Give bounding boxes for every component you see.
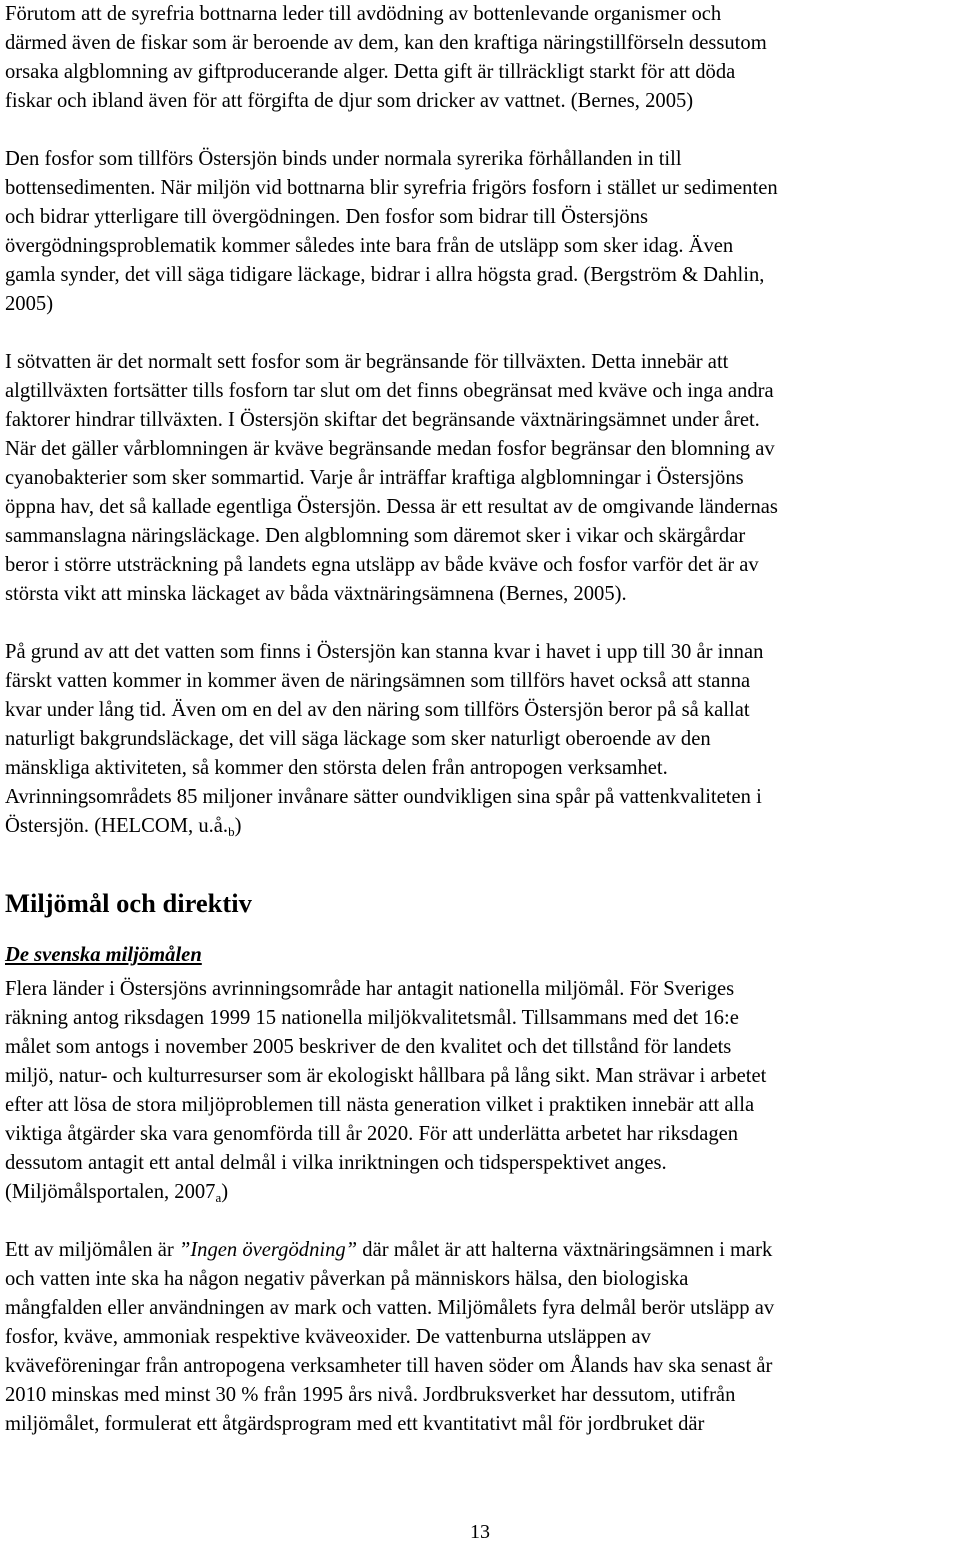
text-line: faktorer hindrar tillväxten. I Östersjön skiftar det begränsande växtnäringsämnet under året. xyxy=(5,409,760,431)
paragraph-gap xyxy=(5,609,955,638)
document-page xyxy=(5,0,955,1439)
text-line: beror i större utsträckning på landets egna utsläpp av både kväve och fosfor varför det är av xyxy=(5,554,759,576)
text-line xyxy=(5,1178,955,1207)
paragraph-3 xyxy=(5,348,955,609)
text-line: dessutom antagit ett antal delmål i vilka inriktningen och tidsperspektivet anges. xyxy=(5,1152,667,1174)
text-line: färskt vatten kommer in kommer även de näringsämnen som tillförs havet också att stanna xyxy=(5,670,751,692)
text-line: Den fosfor som tillförs Östersjön binds under normala syrerika förhållanden in till xyxy=(5,148,682,170)
text-line: naturligt bakgrundsläckage, det vill säga läckage som sker naturligt oberoende av den xyxy=(5,728,711,750)
page-number: 13 xyxy=(470,1521,490,1543)
text-line: På grund av att det vatten som finns i Östersjön kan stanna kvar i havet i upp till 30 år innan xyxy=(5,641,764,663)
paragraph-5 xyxy=(5,975,955,1207)
text-line: algtillväxten fortsätter tills fosforn tar slut om det finns obegränsat med kväve och inga andra xyxy=(5,380,774,402)
text-line xyxy=(5,1236,955,1265)
citation-subscript: b xyxy=(228,824,235,839)
text-line: och vatten inte ska ha någon negativ påverkan på människors hälsa, den biologiska xyxy=(5,1268,689,1290)
text-line: räkning antog riksdagen 1999 15 nationella miljökvalitetsmål. Tillsammans med det 16:e xyxy=(5,1007,739,1029)
citation-close: ) xyxy=(221,1181,229,1203)
section-heading: Miljömål och direktiv xyxy=(5,888,252,918)
text-line: efter att lösa de stora miljöproblemen till nästa generation vilket i praktiken innebär att alla xyxy=(5,1094,755,1116)
text-line: Förutom att de syrefria bottnarna leder till avdödning av bottenlevande organismer och xyxy=(5,3,722,25)
citation-text: Östersjön. (HELCOM, u.å. xyxy=(5,815,229,837)
text-line: största vikt att minska läckaget av båda växtnäringsämnena (Bernes, 2005). xyxy=(5,583,627,605)
text-line: Flera länder i Östersjöns avrinningsområde har antagit nationella miljömål. För Sveriges xyxy=(5,978,735,1000)
text-line: fiskar och ibland även för att förgifta de djur som dricker av vattnet. (Bernes, 2005) xyxy=(5,90,694,112)
text-line: öppna hav, det så kallade egentliga Östersjön. Dessa är ett resultat av de omgivande ländernas xyxy=(5,496,778,518)
paragraph-1 xyxy=(5,0,955,116)
text-line: och bidrar ytterligare till övergödningen. Den fosfor som bidrar till Östersjöns xyxy=(5,206,649,228)
text-line: I sötvatten är det normalt sett fosfor som är begränsande för tillväxten. Detta innebär att xyxy=(5,351,729,373)
goal-name-italic: ”Ingen övergödning” xyxy=(178,1239,358,1261)
text-line: mänskliga aktiviteten, så kommer den största delen från antropogen verksamhet. xyxy=(5,757,668,779)
text-line: bottensedimenten. När miljön vid bottnarna blir syrefria frigörs fosforn i stället ur sedimenten xyxy=(5,177,778,199)
text-line: Avrinningsområdets 85 miljoner invånare sätter oundvikligen sina spår på vattenkvaliteten i xyxy=(5,786,762,808)
paragraph-2 xyxy=(5,145,955,319)
text-run: Ett av miljömålen är xyxy=(5,1239,179,1261)
text-run: där målet är att halterna växtnäringsämnen i mark xyxy=(357,1239,773,1261)
text-line xyxy=(5,812,955,841)
text-line: 2005) xyxy=(5,293,54,315)
paragraph-6 xyxy=(5,1236,955,1439)
citation-close: ) xyxy=(234,815,242,837)
citation-text: (Miljömålsportalen, 2007 xyxy=(5,1181,216,1203)
text-line: 2010 minskas med minst 30 % från 1995 års nivå. Jordbruksverket har dessutom, utifrån xyxy=(5,1384,736,1406)
text-line: När det gäller vårblomningen är kväve begränsande medan fosfor begränsar den blomning av xyxy=(5,438,775,460)
paragraph-gap xyxy=(5,116,955,145)
text-line: viktiga åtgärder ska vara genomförda till år 2020. För att underlätta arbetet har riksdagen xyxy=(5,1123,739,1145)
text-line: därmed även de fiskar som är beroende av dem, kan den kraftiga näringstillförseln dessutom xyxy=(5,32,767,54)
text-line: målet som antogs i november 2005 beskriver de den kvalitet och det tillstånd för landets xyxy=(5,1036,732,1058)
text-line: gamla synder, det vill säga tidigare läckage, bidrar i allra högsta grad. (Bergström & Dahlin, xyxy=(5,264,765,286)
text-line: fosfor, kväve, ammoniak respektive kväveoxider. De vattenburna utsläppen av xyxy=(5,1326,651,1348)
text-line: miljömålet, formulerat ett åtgärdsprogram med ett kvantitativt mål för jordbruket där xyxy=(5,1413,705,1435)
text-line: sammanslagna näringsläckage. Den algblomning som däremot sker i vikar och skärgårdar xyxy=(5,525,746,547)
subsection-heading: De svenska miljömålen xyxy=(5,944,202,966)
text-line: kväveföreningar från antropogena verksamheter till haven söder om Ålands hav ska senast år xyxy=(5,1355,773,1377)
text-line: övergödningsproblematik kommer således inte bara från de utsläpp som sker idag. Även xyxy=(5,235,734,257)
paragraph-gap xyxy=(5,319,955,348)
text-line: miljö, natur- och kulturresurser som är ekologiskt hållbara på lång sikt. Man strävar i arbetet xyxy=(5,1065,767,1087)
citation-subscript: a xyxy=(215,1190,222,1205)
text-line: mångfalden eller användningen av mark och vatten. Miljömålets fyra delmål berör utsläpp av xyxy=(5,1297,775,1319)
text-line: orsaka algblomning av giftproducerande alger. Detta gift är tillräckligt starkt för att döda xyxy=(5,61,736,83)
section-gap xyxy=(5,841,955,887)
heading-gap xyxy=(5,919,955,941)
paragraph-4 xyxy=(5,638,955,841)
paragraph-gap xyxy=(5,1207,955,1236)
text-line: kvar under lång tid. Även om en del av den näring som tillförs Östersjön beror på så kallat xyxy=(5,699,750,721)
text-line: cyanobakterier som sker sommartid. Varje år inträffar kraftiga algblomningar i Östersjöns xyxy=(5,467,744,489)
